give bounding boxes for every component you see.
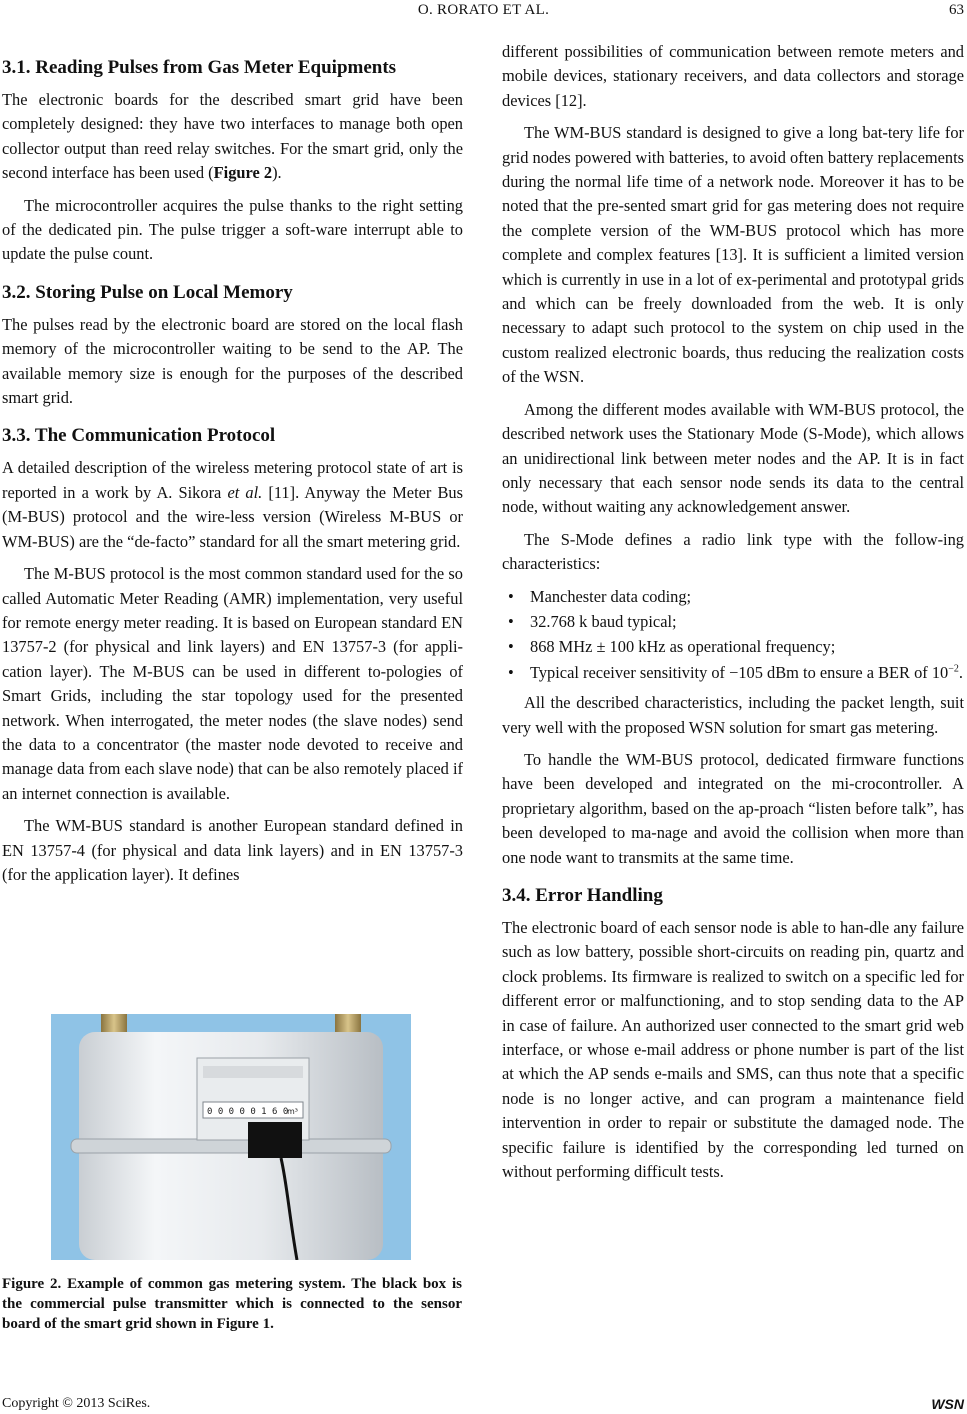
register-unit: m³: [287, 1107, 298, 1116]
left-column: [2, 40, 463, 895]
section-heading-3-4: 3.4. Error Handling: [502, 885, 663, 906]
list-item: • Typical receiver sensitivity of −105 dBm to ensure a BER of $10^{-2}$.: [502, 661, 964, 685]
paragraph: The electronic boards for the described smart grid have been completely designed: they have two interfaces to manage both open collector output than reed relay switches. For the smart grid, only the second interface has been used (Figure 2).: [2, 90, 463, 183]
register-digits: 0 0 0 0 0 1 6 0: [207, 1107, 289, 1117]
paragraph: The microcontroller acquires the pulse thanks to the right setting of the dedicated pin. The pulse trigger a soft-ware interrupt able to update the pulse count.: [2, 195, 463, 264]
figure-ref: Figure 2: [213, 163, 273, 183]
list-item: • 32.768 k baud typical;: [502, 610, 964, 634]
paragraph: To handle the WM-BUS protocol, dedicated firmware functions have been developed and integrated on the mi-crocontroller. A proprietary algorithm, based on the ap-proach “listen before talk”, has been developed to ma-nage and avoid the collision when more than one node want to transmits at the same time.: [502, 749, 964, 867]
copyright-notice: Copyright © 2013 SciRes.: [2, 1396, 151, 1411]
paragraph: The S-Mode defines a radio link type with the follow-ing characteristics:: [502, 529, 964, 574]
journal-abbrev: WSN: [931, 1396, 964, 1412]
paragraph: The M-BUS protocol is the most common standard used for the so called Automatic Meter Reading (AMR) implementation, very useful for remote energy meter reading. It is based on European standard EN 13757-2 (for physical and link layers) and EN 13757-3 (for appli-cation layer). The M-BUS can be used in different to-pologies of Smart Grids, including the star topology used for the presented network. When interrogated, the meter nodes (the slave nodes) send the data to a concentrator (the master node devoted to receive and manage data from each slave node) that can be also remotely placed if an internet connection is available.: [2, 564, 463, 803]
register-label: [203, 1066, 303, 1078]
section-heading-3-1: 3.1. Reading Pulses from Gas Meter Equipments: [2, 57, 397, 78]
paragraph: different possibilities of communication between remote meters and mobile devices, stationary receivers, and data collectors and storage devices [12].: [502, 42, 964, 110]
paragraph: All the described characteristics, including the packet length, suit very well with the proposed WSN solution for smart gas metering.: [502, 693, 964, 737]
section-heading-3-2: 3.2. Storing Pulse on Local Memory: [2, 281, 293, 303]
paragraph: Among the different modes available with WM-BUS protocol, the described network uses the Stationary Mode (S-Mode), which allows an unidirectional link between meter nodes and the AP. It is in fact only necessary that each sensor node sends its data to the central node, without waiting any acknowledgement answer.: [502, 399, 964, 517]
gas-meter-figure: [51, 1014, 411, 1260]
right-column: [502, 40, 964, 1192]
gas-meter-illustration: [51, 1014, 411, 1260]
characteristics-list: [502, 585, 964, 686]
meter-seam-band: [71, 1139, 391, 1153]
page-header: [0, 2, 967, 24]
list-item: • 868 MHz ± 100 kHz as operational frequency;: [502, 635, 964, 659]
paragraph: The electronic board of each sensor node is able to han-dle any failure such as low battery, possible short-circuits on reading pin, quartz and clock problems. Its firmware is realized to switch on a specific led for different error or malfunctioning, and to stop sending data to the AP in case of failure. An authorized user connected to the smart grid web interface, or whose e-mail address or phone number is part of the list at which the AP sends e-mails and SMS, can thus note that a specific node is no longer active, and can program a maintenance field intervention in order to repair or substitute the damaged node. The specific failure is identified by the corresponding led turned on without performing difficult tests.: [502, 918, 964, 1182]
list-item: • Manchester data coding;: [502, 585, 964, 609]
section-heading-3-3: 3.3. The Communication Protocol: [2, 425, 276, 447]
paragraph: A detailed description of the wireless metering protocol state of art is reported in a work by A. Sikora et al. [11]. Anyway the Meter Bus (M-BUS) protocol and the wire-less version (Wireless M-BUS or WM-BUS) are the “de-facto” standard for all the smart metering grid.: [2, 458, 463, 551]
paragraph: The WM-BUS standard is designed to give a long bat-tery life for grid nodes powered with batteries, to avoid often battery replacements during the normal life time of a network node. Moreover it has to be noted that the pre-sented smart grid for gas metering does not require the complete version of the WM-BUS protocol which has more complete and complex features [13]. It is sufficient a limited version which is currently in use in a lot of ex-perimental and prototypal grids and which can be freely downloaded from the web. It is only necessary to adapt such protocol to the system on chip used in the custom realized electronic boards, thus reducing the realization costs of the WSN.: [502, 123, 964, 387]
paragraph: The WM-BUS standard is another European standard defined in EN 13757-4 (for physical and data link layers) and in EN 13757-3 (for the application layer). It defines: [2, 816, 463, 884]
page-number: 63: [949, 2, 964, 18]
running-head: O. RORATO ET AL.: [417, 2, 550, 18]
paragraph: The pulses read by the electronic board are stored on the local flash memory of the microcontroller waiting to be send to the AP. The available memory size is enough for the purposes of the described smart grid.: [2, 314, 463, 408]
figure-caption: Figure 2. Example of common gas metering system. The black box is the commercial pulse transmitter which is connected to the sensor board of the smart grid shown in Figure 1.: [2, 1276, 462, 1332]
pulse-transmitter-box: [248, 1122, 302, 1158]
